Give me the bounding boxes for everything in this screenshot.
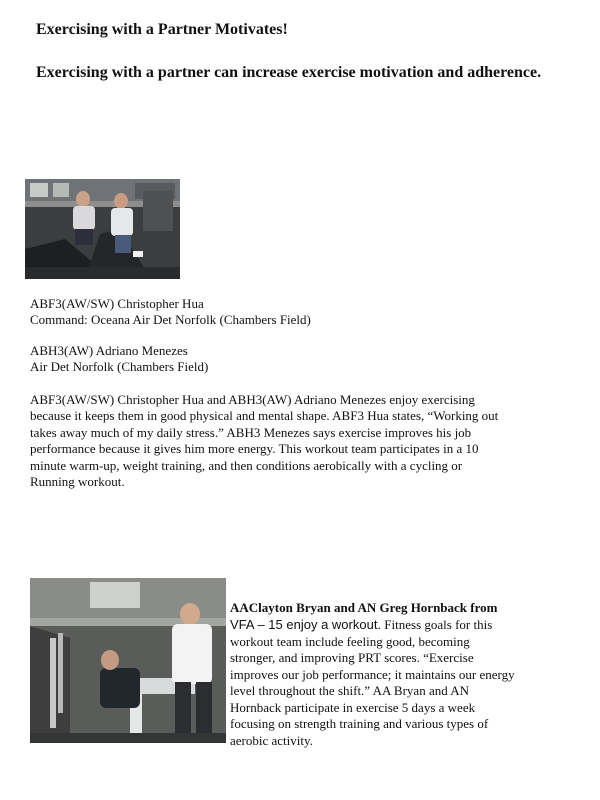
bottom-photo — [30, 578, 226, 743]
top-photo — [25, 179, 180, 279]
team2-body-text: Fitness goals for this workout team include feeling good, becoming stronger, and improving PRT scores. “Exercise improves our job performance; it maintains our energy level throughout the shift.” AA Bryan and AN Hornback participate in exercise 5 days a week focusing on strength training and various types of aerobic activity. — [230, 617, 515, 748]
team1-command1: Command: Oceana Air Det Norfolk (Chambers Field) — [30, 312, 311, 327]
team1-body: ABF3(AW/SW) Christopher Hua and ABH3(AW) Adriano Menezes enjoy exercising because it keeps them in good physical and mental shape. ABF3 Hua states, “Working out takes away much of my daily stress.” ABH3 Menezes says exercise improves his job performance because it gives him more energy. This workout team participates in a 10 minute warm-up, weight training, and then conditions aerobically with a cycling or Running workout. — [30, 392, 499, 490]
page-subtitle: Exercising with a partner can increase exercise motivation and adherence. — [36, 64, 542, 81]
team1-name2: ABH3(AW) Adriano Menezes — [30, 343, 188, 358]
team2-body — [230, 617, 515, 749]
team1-name1: ABF3(AW/SW) Christopher Hua — [30, 296, 204, 311]
team1-command2: Air Det Norfolk (Chambers Field) — [30, 359, 209, 374]
team2-caption-title: AAClayton Bryan and AN Greg Hornback from — [230, 600, 498, 615]
page-title: Exercising with a Partner Motivates! — [36, 21, 288, 38]
team2-caption-unit: VFA – 15 enjoy a workout. — [230, 617, 382, 632]
